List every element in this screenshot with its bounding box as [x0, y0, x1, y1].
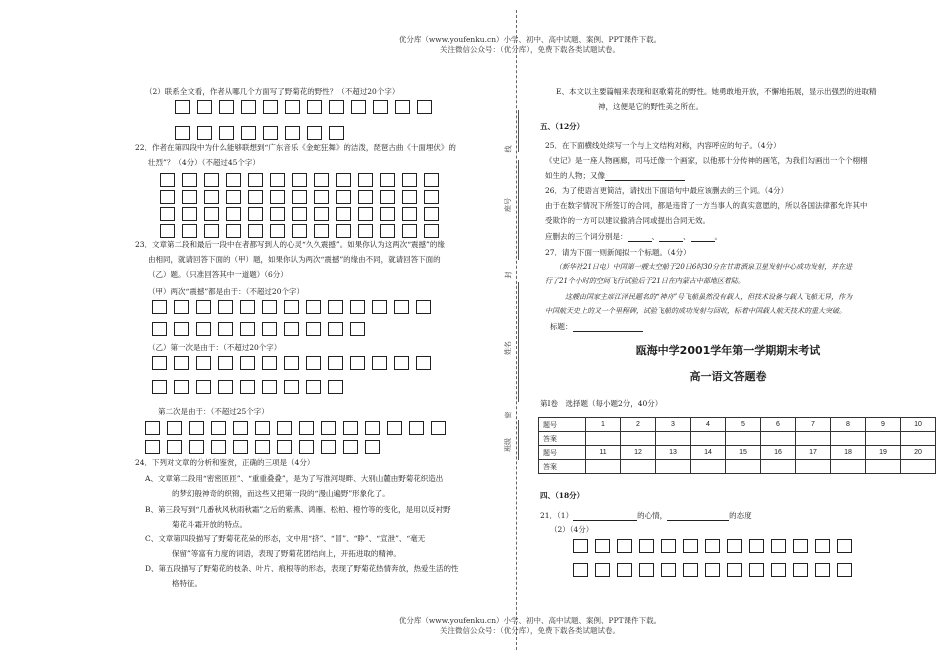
- question-21-1-prefix: 21．（1）: [540, 511, 574, 520]
- answer-box[interactable]: [307, 100, 322, 114]
- answer-box[interactable]: [416, 300, 431, 314]
- seat-number-label: 座号: [504, 198, 512, 212]
- answer-box[interactable]: [285, 100, 300, 114]
- answer-box[interactable]: [365, 421, 380, 435]
- answer-box[interactable]: [167, 440, 182, 454]
- answer-box[interactable]: [380, 173, 395, 187]
- number-header: 题号: [539, 446, 586, 460]
- answer-grid-right-row2[interactable]: [573, 563, 859, 577]
- answer-box[interactable]: [197, 100, 212, 114]
- answer-box[interactable]: [262, 380, 277, 394]
- answer-box[interactable]: [306, 380, 321, 394]
- footer-line-1: 优分库（www.youfenku.cn）小学、初中、高中试题、案例、PPT课件下载。: [398, 616, 662, 625]
- answer-box[interactable]: [204, 173, 219, 187]
- part-1-heading: 第Ⅰ卷 选择题（每小题2分，40分）: [540, 399, 663, 408]
- answer-box[interactable]: [595, 539, 610, 553]
- answer-cell[interactable]: [726, 432, 761, 446]
- news-line-1: （新华社21日电）中国第一艘太空船于20日6时30分在甘肃酒泉卫星发射中心成功发射，并在进: [555, 263, 853, 271]
- header-line-2: 关注微信公众号：（优分库），免费下载各类试题试卷。: [440, 45, 620, 54]
- news-line-4: 中国航天史上的又一个里程碑，试验飞船的成功发射与回收，标着中国载人航天技术的重大突破。: [545, 307, 846, 315]
- answer-box[interactable]: [350, 300, 365, 314]
- answer-box[interactable]: [372, 300, 387, 314]
- answer-box[interactable]: [218, 300, 233, 314]
- answer-box[interactable]: [617, 563, 632, 577]
- table-cell: 4: [691, 418, 726, 432]
- answer-box[interactable]: [424, 224, 439, 238]
- exam-subject-title: 高一语文答题卷: [689, 370, 767, 383]
- answer-cell[interactable]: [866, 432, 901, 446]
- table-cell: 9: [866, 418, 901, 432]
- answer-box[interactable]: [233, 421, 248, 435]
- news-line-3: 这艘由国家主席江泽民题名的“神舟”号飞船虽然没有载人，但技术设备与载人飞船无异，作为: [565, 293, 853, 301]
- question-23-cont1: 由相同，就请回答下面的（甲）题，如果你认为两次“震撼”的缘由不同，就请回答下面的: [148, 255, 441, 264]
- answer-box[interactable]: [306, 356, 321, 370]
- answer-box[interactable]: [837, 539, 852, 553]
- answer-box[interactable]: [417, 100, 432, 114]
- question-23-yi-1: （乙）第一次是由于：（不超过20个字）: [148, 343, 282, 352]
- answer-box[interactable]: [350, 322, 365, 336]
- answer-box[interactable]: [299, 421, 314, 435]
- answer-box[interactable]: [263, 100, 278, 114]
- answer-box[interactable]: [219, 126, 234, 140]
- answer-box[interactable]: [277, 440, 292, 454]
- answer-box[interactable]: [196, 356, 211, 370]
- answer-box[interactable]: [336, 173, 351, 187]
- answer-grid-yi2-row2[interactable]: [145, 440, 387, 454]
- answer-grid-q22-row1[interactable]: [160, 173, 446, 187]
- answer-box[interactable]: [329, 126, 344, 140]
- answer-cell[interactable]: [726, 460, 761, 474]
- answer-box[interactable]: [255, 440, 270, 454]
- answer-box[interactable]: [241, 126, 256, 140]
- answer-box[interactable]: [160, 190, 175, 204]
- answer-box[interactable]: [683, 539, 698, 553]
- question-23-yi-2: 第二次是由于：（不超过25个字）: [158, 407, 269, 416]
- option-a-cont: 的梦幻般神奇的织锦，而这些又把第一段的“漫山遍野”形象化了。: [172, 489, 390, 498]
- answer-box[interactable]: [196, 300, 211, 314]
- answer-box[interactable]: [145, 421, 160, 435]
- answer-box[interactable]: [343, 421, 358, 435]
- answer-box[interactable]: [358, 173, 373, 187]
- answer-table: [538, 417, 936, 474]
- option-b-cont: 菊花斗霜开放的特点。: [172, 520, 247, 529]
- answer-box[interactable]: [196, 380, 211, 394]
- answer-box[interactable]: [270, 173, 285, 187]
- answer-box[interactable]: [152, 322, 167, 336]
- answer-box[interactable]: [226, 207, 241, 221]
- answer-box[interactable]: [395, 100, 410, 114]
- answer-box[interactable]: [211, 421, 226, 435]
- answer-box[interactable]: [402, 190, 417, 204]
- answer-cell[interactable]: [866, 460, 901, 474]
- answer-box[interactable]: [204, 224, 219, 238]
- answer-box[interactable]: [314, 207, 329, 221]
- answer-box[interactable]: [240, 380, 255, 394]
- question-26-prefix: 应删去的三个词分别是：: [545, 232, 628, 241]
- answer-box[interactable]: [262, 356, 277, 370]
- answer-cell[interactable]: [691, 432, 726, 446]
- table-cell: 6: [761, 418, 796, 432]
- answer-box[interactable]: [837, 563, 852, 577]
- question-21-2: （2）联系全文看，作者从哪几个方面写了野菊花的野性？（不超过20个字）: [145, 87, 400, 96]
- option-e: E、本文以主要篇幅来表现和讴歌菊花的野性。她勇敢地开放，不懈地拓展，显示出强烈的进取精: [556, 87, 877, 96]
- answer-box[interactable]: [431, 421, 446, 435]
- seal-mark-line: 线: [504, 145, 513, 153]
- answer-box[interactable]: [292, 190, 307, 204]
- answer-box[interactable]: [358, 207, 373, 221]
- question-25: 25．在下面横线处续写一个与上文结构对称，内容呼应的句子。（4分）: [545, 141, 781, 150]
- question-23-jia: （甲）两次“震撼”都是由于：（不超过20个字）: [148, 287, 304, 296]
- answer-box[interactable]: [424, 207, 439, 221]
- table-cell: 3: [656, 418, 691, 432]
- answer-cell[interactable]: [901, 432, 936, 446]
- answer-cell[interactable]: [586, 432, 621, 446]
- answer-box[interactable]: [394, 300, 409, 314]
- table-cell: 7: [796, 418, 831, 432]
- answer-box[interactable]: [771, 539, 786, 553]
- answer-box[interactable]: [152, 380, 167, 394]
- answer-box[interactable]: [380, 207, 395, 221]
- answer-box[interactable]: [771, 563, 786, 577]
- answer-box[interactable]: [204, 190, 219, 204]
- answer-box[interactable]: [211, 440, 226, 454]
- answer-box[interactable]: [402, 224, 417, 238]
- option-a: A、文章第二段用“密密匝匝”、“重重叠叠”，是为了写淮河堤畔、大别山麓由野菊花织造出: [145, 474, 444, 483]
- answer-box[interactable]: [328, 380, 343, 394]
- answer-box[interactable]: [182, 190, 197, 204]
- answer-box[interactable]: [248, 224, 263, 238]
- table-cell: 10: [901, 418, 936, 432]
- question-23-cont2: （乙）题。（只准回答其中一道题）（6分）: [148, 270, 288, 279]
- table-cell: 14: [691, 446, 726, 460]
- answer-box[interactable]: [189, 421, 204, 435]
- answer-box[interactable]: [358, 224, 373, 238]
- question-21-1-blank-2[interactable]: [667, 511, 729, 521]
- answer-cell[interactable]: [691, 460, 726, 474]
- answer-cell[interactable]: [656, 460, 691, 474]
- answer-box[interactable]: [380, 224, 395, 238]
- table-row: [539, 432, 936, 446]
- question-26: 26．为了使语言更简洁，请找出下面语句中最应该删去的三个词。（4分）: [545, 186, 789, 195]
- answer-cell[interactable]: [796, 460, 831, 474]
- answer-box[interactable]: [639, 539, 654, 553]
- answer-box[interactable]: [705, 539, 720, 553]
- answer-box[interactable]: [196, 322, 211, 336]
- answer-box[interactable]: [145, 440, 160, 454]
- answer-box[interactable]: [284, 322, 299, 336]
- answer-box[interactable]: [358, 190, 373, 204]
- answer-box[interactable]: [336, 207, 351, 221]
- table-cell: 16: [761, 446, 796, 460]
- binding-line: [518, 160, 519, 260]
- answer-grid-yi1-row2[interactable]: [152, 380, 350, 394]
- answer-box[interactable]: [248, 190, 263, 204]
- answer-box[interactable]: [573, 563, 588, 577]
- question-21-1: [540, 510, 752, 521]
- answer-box[interactable]: [314, 224, 329, 238]
- table-cell: 13: [656, 446, 691, 460]
- footer-line-2: 关注微信公众号：（优分库），免费下载各类试题试卷。: [440, 626, 620, 635]
- answer-box[interactable]: [328, 322, 343, 336]
- answer-box[interactable]: [262, 322, 277, 336]
- answer-box[interactable]: [350, 356, 365, 370]
- option-b: B、第三段写到“几番秋风秋雨秋霜”之后的紫燕、鸿雁、松柏、橙竹等的变化，是用以反衬野: [145, 505, 451, 514]
- option-d-cont: 格特征。: [172, 579, 202, 588]
- answer-grid-right-row1[interactable]: [573, 539, 859, 553]
- answer-cell[interactable]: [621, 432, 656, 446]
- answer-grid-q21-2-row2[interactable]: [175, 126, 351, 140]
- seal-mark-feng: 封: [504, 271, 513, 279]
- option-e-cont: 神，这便是它的野性美之所在。: [598, 102, 703, 111]
- answer-box[interactable]: [284, 380, 299, 394]
- answer-box[interactable]: [277, 421, 292, 435]
- answer-box[interactable]: [343, 440, 358, 454]
- question-26-text: 由于在数字情况下所签订的合同，都是违背了一方当事人的真实意愿的，所以各国法律都允许其中: [545, 201, 868, 210]
- answer-grid-q22-row4[interactable]: [160, 224, 446, 238]
- answer-box[interactable]: [152, 300, 167, 314]
- table-cell: 2: [621, 418, 656, 432]
- question-22-cont: 壮烈”？（4分）（不超过45个字）: [148, 158, 260, 167]
- answer-box[interactable]: [365, 440, 380, 454]
- answer-box[interactable]: [219, 100, 234, 114]
- answer-box[interactable]: [661, 539, 676, 553]
- header-line-1: 优分库（www.youfenku.cn）小学、初中、高中试题、案例、PPT课件下载。: [398, 35, 662, 44]
- question-21-1-blank-1[interactable]: [573, 511, 637, 521]
- answer-box[interactable]: [248, 173, 263, 187]
- answer-box[interactable]: [204, 207, 219, 221]
- answer-box[interactable]: [329, 100, 344, 114]
- answer-grid-q22-row2[interactable]: [160, 190, 446, 204]
- number-header: 题号: [539, 418, 586, 432]
- answer-box[interactable]: [270, 190, 285, 204]
- answer-box[interactable]: [595, 563, 610, 577]
- answer-box[interactable]: [152, 356, 167, 370]
- answer-box[interactable]: [160, 224, 175, 238]
- answer-box[interactable]: [197, 126, 212, 140]
- answer-box[interactable]: [402, 207, 417, 221]
- answer-box[interactable]: [328, 356, 343, 370]
- answer-cell[interactable]: [621, 460, 656, 474]
- answer-box[interactable]: [240, 322, 255, 336]
- answer-box[interactable]: [314, 190, 329, 204]
- question-26-blank-2[interactable]: [659, 232, 683, 242]
- answer-box[interactable]: [387, 421, 402, 435]
- answer-box[interactable]: [424, 190, 439, 204]
- answer-box[interactable]: [255, 421, 270, 435]
- answer-box[interactable]: [226, 173, 241, 187]
- option-c-cont: 保留”等富有力度的词语，表现了野菊花团结向上，开拓进取的精神。: [172, 549, 401, 558]
- answer-box[interactable]: [240, 356, 255, 370]
- headline-answer: [550, 321, 643, 332]
- answer-box[interactable]: [175, 100, 190, 114]
- answer-box[interactable]: [749, 539, 764, 553]
- answer-box[interactable]: [394, 356, 409, 370]
- table-cell: 20: [901, 446, 936, 460]
- section-5-heading: 五、（12分）: [540, 122, 585, 131]
- answer-grid-q21-2-row1[interactable]: [175, 100, 439, 114]
- answer-grid-jia-row1[interactable]: [152, 300, 438, 314]
- answer-cell[interactable]: [796, 432, 831, 446]
- question-25-prefix: 如生的人物；又像: [545, 171, 605, 180]
- answer-box[interactable]: [749, 563, 764, 577]
- answer-box[interactable]: [815, 563, 830, 577]
- answer-box[interactable]: [373, 100, 388, 114]
- exam-school-title: 瓯海中学2001学年第一学期期末考试: [635, 344, 821, 357]
- answer-box[interactable]: [218, 322, 233, 336]
- table-cell: 19: [866, 446, 901, 460]
- section-4-heading: 四、（18分）: [540, 491, 585, 500]
- answer-box[interactable]: [285, 126, 300, 140]
- answer-box[interactable]: [727, 563, 742, 577]
- answer-box[interactable]: [321, 440, 336, 454]
- class-label: 班级: [504, 438, 512, 452]
- question-25-answer: [545, 170, 685, 181]
- answer-box[interactable]: [639, 563, 654, 577]
- answer-box[interactable]: [307, 126, 322, 140]
- answer-box[interactable]: [240, 300, 255, 314]
- answer-box[interactable]: [299, 440, 314, 454]
- answer-box[interactable]: [336, 224, 351, 238]
- answer-box[interactable]: [241, 100, 256, 114]
- answer-box[interactable]: [226, 224, 241, 238]
- answer-box[interactable]: [409, 421, 424, 435]
- table-cell: 17: [796, 446, 831, 460]
- answer-box[interactable]: [793, 539, 808, 553]
- answer-box[interactable]: [248, 207, 263, 221]
- answer-box[interactable]: [167, 421, 182, 435]
- answer-box[interactable]: [174, 322, 189, 336]
- question-25-blank[interactable]: [605, 171, 685, 181]
- answer-box[interactable]: [160, 173, 175, 187]
- answer-grid-yi1-row1[interactable]: [152, 356, 438, 370]
- answer-box[interactable]: [416, 356, 431, 370]
- question-26-text-cont: 受欺诈的一方可以建议撤消合同或提出合同无效。: [545, 216, 710, 225]
- answer-box[interactable]: [262, 300, 277, 314]
- answer-cell[interactable]: [831, 432, 866, 446]
- answer-box[interactable]: [314, 173, 329, 187]
- answer-box[interactable]: [321, 421, 336, 435]
- table-cell: 5: [726, 418, 761, 432]
- answer-box[interactable]: [573, 539, 588, 553]
- answer-box[interactable]: [182, 224, 197, 238]
- seal-mark-mi: 密: [504, 411, 513, 419]
- answer-box[interactable]: [182, 207, 197, 221]
- question-26-answer: 应删去的三个词分别是： 、 、 。: [545, 232, 722, 241]
- binding-line: [518, 282, 519, 402]
- answer-box[interactable]: [189, 440, 204, 454]
- question-26-blank-1[interactable]: [628, 232, 652, 242]
- table-row: [539, 460, 936, 474]
- answer-cell[interactable]: [901, 460, 936, 474]
- name-label: 姓名: [504, 341, 512, 355]
- table-cell: 11: [586, 446, 621, 460]
- answer-cell[interactable]: [761, 460, 796, 474]
- answer-box[interactable]: [617, 539, 632, 553]
- answer-cell[interactable]: [831, 460, 866, 474]
- answer-grid-yi2-row1[interactable]: [145, 421, 453, 435]
- answer-box[interactable]: [705, 563, 720, 577]
- answer-box[interactable]: [218, 380, 233, 394]
- answer-box[interactable]: [292, 173, 307, 187]
- answer-box[interactable]: [661, 563, 676, 577]
- answer-header: 答案: [539, 460, 586, 474]
- table-row: [539, 446, 936, 460]
- answer-box[interactable]: [351, 100, 366, 114]
- question-21-1-suffix: 的态度: [729, 511, 752, 520]
- answer-box[interactable]: [175, 126, 190, 140]
- answer-box[interactable]: [263, 126, 278, 140]
- question-22: 22．作者在第四段中为什么能够联想到“广东音乐《金蛇狂舞》的洁泼，琵琶古曲《十面埋伏》的: [135, 143, 456, 152]
- table-cell: 15: [726, 446, 761, 460]
- answer-box[interactable]: [683, 563, 698, 577]
- answer-box[interactable]: [292, 207, 307, 221]
- answer-box[interactable]: [174, 380, 189, 394]
- headline-blank[interactable]: [573, 322, 643, 332]
- answer-box[interactable]: [174, 300, 189, 314]
- answer-cell[interactable]: [656, 432, 691, 446]
- answer-box[interactable]: [328, 300, 343, 314]
- fold-line: [516, 10, 517, 650]
- question-21-2-right: （2）（4分）: [550, 525, 594, 534]
- question-21-1-mid: 的心情，: [637, 511, 668, 520]
- question-25-text: 《史记》是一座人物画廊，司马迁像一个画家，以他那十分传神的画笔，为我们勾画出一个个栩栩: [545, 156, 868, 165]
- table-row: [539, 418, 936, 432]
- answer-box[interactable]: [306, 322, 321, 336]
- question-26-blank-3[interactable]: [691, 232, 715, 242]
- answer-cell[interactable]: [586, 460, 621, 474]
- answer-cell[interactable]: [761, 432, 796, 446]
- answer-grid-q22-row3[interactable]: [160, 207, 446, 221]
- answer-box[interactable]: [284, 356, 299, 370]
- answer-header: 答案: [539, 432, 586, 446]
- answer-box[interactable]: [218, 356, 233, 370]
- binding-line: [518, 110, 519, 152]
- answer-box[interactable]: [182, 173, 197, 187]
- option-c: C、文章第四段描写了野菊花花朵的形态，文中用“挤”、“冒”、“睁”、“宣泄”、“毫无: [145, 534, 426, 543]
- answer-box[interactable]: [336, 190, 351, 204]
- answer-box[interactable]: [380, 190, 395, 204]
- headline-label: 标题：: [550, 322, 573, 331]
- answer-box[interactable]: [306, 300, 321, 314]
- answer-box[interactable]: [270, 224, 285, 238]
- answer-box[interactable]: [160, 207, 175, 221]
- answer-grid-jia-row2[interactable]: [152, 322, 372, 336]
- answer-box[interactable]: [233, 440, 248, 454]
- answer-box[interactable]: [292, 224, 307, 238]
- table-cell: 18: [831, 446, 866, 460]
- news-line-2: 行了21个小时的空间飞行试验后于21日在内蒙古中部地区着陆。: [545, 277, 745, 285]
- answer-box[interactable]: [174, 356, 189, 370]
- question-23: 23．文章第二段和最后一段中在者都写到人的心灵“久久震撼”。如果你认为这两次“震撼”的缘: [135, 240, 445, 249]
- answer-box[interactable]: [815, 539, 830, 553]
- answer-box[interactable]: [727, 539, 742, 553]
- answer-box[interactable]: [270, 207, 285, 221]
- question-27: 27．请为下面一则新闻拟一个标题。（4分）: [545, 248, 691, 257]
- answer-box[interactable]: [284, 300, 299, 314]
- table-cell: 12: [621, 446, 656, 460]
- option-d: D、第五段描写了野菊花的枝条、叶片、痕根等的形态，表现了野菊花热情奔放，热爱生活的性: [145, 564, 459, 573]
- answer-box[interactable]: [402, 173, 417, 187]
- table-cell: 1: [586, 418, 621, 432]
- table-cell: 8: [831, 418, 866, 432]
- answer-box[interactable]: [793, 563, 808, 577]
- answer-box[interactable]: [226, 190, 241, 204]
- answer-box[interactable]: [424, 173, 439, 187]
- question-24: 24．下列对文章的分析和鉴赏，正确的三项是（4分）: [135, 458, 315, 467]
- binding-line: [518, 420, 519, 460]
- answer-box[interactable]: [372, 356, 387, 370]
